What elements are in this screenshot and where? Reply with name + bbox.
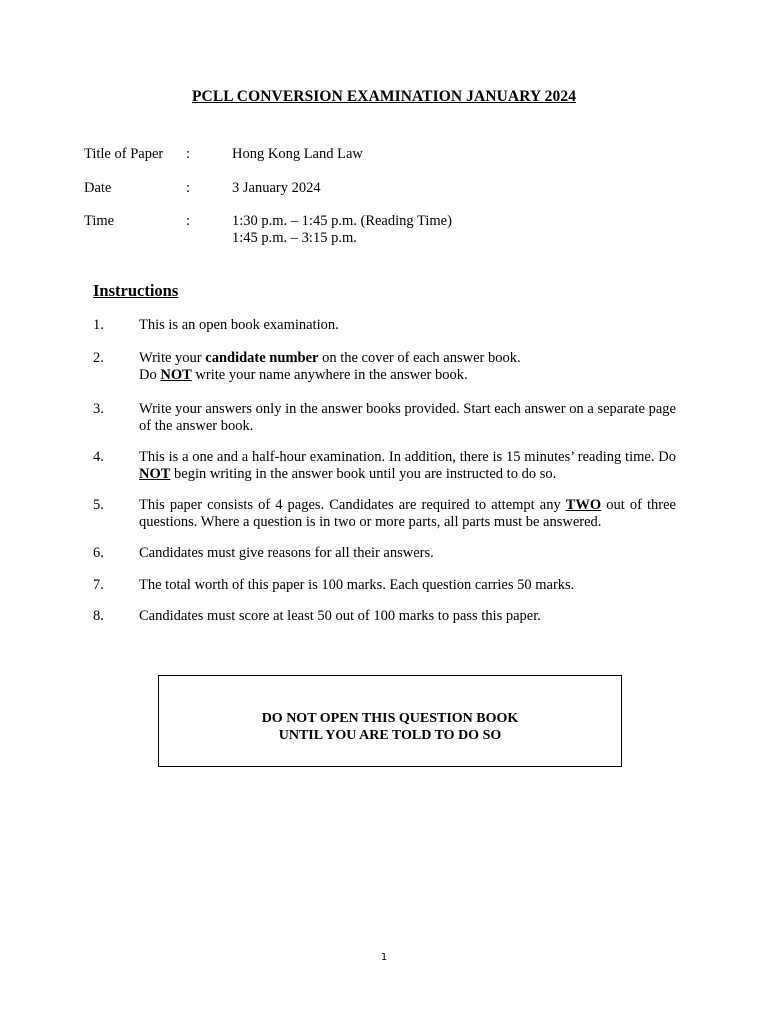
meta-paper-value: Hong Kong Land Law xyxy=(232,146,363,162)
notice-line-1: DO NOT OPEN THIS QUESTION BOOK xyxy=(261,711,519,726)
meta-time-writing: 1:45 p.m. – 3:15 p.m. xyxy=(232,230,357,246)
meta-date-colon: : xyxy=(186,180,191,196)
instructions-heading: Instructions xyxy=(93,281,179,300)
meta-date-label: Date xyxy=(84,180,112,196)
meta-time-label: Time xyxy=(84,213,115,229)
do-not-open-notice xyxy=(158,675,622,767)
exam-title: PCLL CONVERSION EXAMINATION JANUARY 2024 xyxy=(191,88,577,105)
instruction-number: 4. xyxy=(93,449,104,465)
meta-time-value xyxy=(232,213,632,247)
instruction-number: 2. xyxy=(93,350,104,366)
instruction-text: This is an open book examination. xyxy=(139,317,339,333)
instruction-number: 8. xyxy=(93,608,104,624)
instruction-text: Write your answers only in the answer books provided. Start each answer on a separate page of the answer book. xyxy=(139,401,676,434)
instruction-text: Candidates must give reasons for all their answers. xyxy=(139,545,434,561)
instruction-number: 1. xyxy=(93,317,104,333)
page-number: 1 xyxy=(380,952,388,963)
instruction-number: 3. xyxy=(93,401,104,417)
meta-paper-label: Title of Paper xyxy=(84,146,164,162)
instruction-text: This paper consists of 4 pages. Candidates are required to attempt any TWO out of three questions. Where a question is in two or more parts, all parts must be answered. xyxy=(139,497,676,530)
meta-time-colon: : xyxy=(186,213,191,229)
instruction-text: Write your candidate number on the cover of each answer book. Do NOT write your name anywhere in the answer book. xyxy=(139,350,521,383)
meta-date-value: 3 January 2024 xyxy=(232,180,321,196)
notice-line-2: UNTIL YOU ARE TOLD TO DO SO xyxy=(278,728,502,743)
instruction-text: Candidates must score at least 50 out of 100 marks to pass this paper. xyxy=(139,608,541,624)
meta-time-reading: 1:30 p.m. – 1:45 p.m. (Reading Time) xyxy=(232,213,452,229)
instruction-number: 5. xyxy=(93,497,104,513)
instruction-text: This is a one and a half-hour examination. In addition, there is 15 minutes’ reading time. Do NOT begin writing in the answer book until you are instructed to do so. xyxy=(139,449,676,482)
instruction-number: 6. xyxy=(93,545,104,561)
instruction-text: The total worth of this paper is 100 marks. Each question carries 50 marks. xyxy=(139,577,575,593)
meta-paper-colon: : xyxy=(186,146,191,162)
instruction-number: 7. xyxy=(93,577,104,593)
